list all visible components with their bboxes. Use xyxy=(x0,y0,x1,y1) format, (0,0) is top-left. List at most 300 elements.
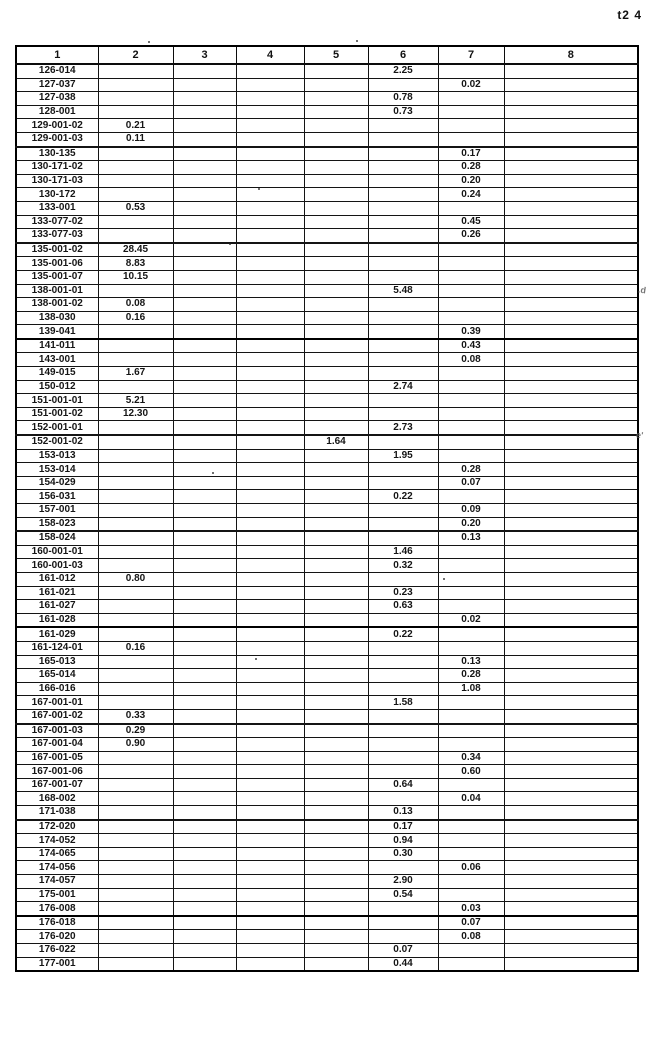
column-header: 2 xyxy=(98,46,173,64)
column-header: 3 xyxy=(173,46,236,64)
table-row xyxy=(16,641,638,655)
empty-cell xyxy=(173,92,236,106)
row-id-cell: 176-018 xyxy=(16,916,98,930)
empty-cell xyxy=(98,229,173,243)
empty-cell xyxy=(236,367,304,381)
empty-cell xyxy=(504,517,638,531)
empty-cell xyxy=(504,847,638,861)
empty-cell xyxy=(173,517,236,531)
empty-cell xyxy=(304,215,368,229)
empty-cell xyxy=(368,394,438,408)
value-cell: 0.07 xyxy=(368,944,438,958)
empty-cell xyxy=(236,64,304,78)
empty-cell xyxy=(173,709,236,723)
row-id-cell: 152-001-01 xyxy=(16,421,98,435)
empty-cell xyxy=(98,778,173,792)
row-id-cell: 177-001 xyxy=(16,957,98,971)
empty-cell xyxy=(438,600,504,614)
empty-cell xyxy=(304,641,368,655)
empty-cell xyxy=(173,201,236,215)
empty-cell xyxy=(173,559,236,573)
empty-cell xyxy=(98,449,173,463)
empty-cell xyxy=(173,545,236,559)
empty-cell xyxy=(173,270,236,284)
empty-cell xyxy=(304,284,368,298)
empty-cell xyxy=(304,353,368,367)
table-row xyxy=(16,243,638,257)
empty-cell xyxy=(504,92,638,106)
empty-cell xyxy=(304,916,368,930)
empty-cell xyxy=(438,738,504,752)
table-row xyxy=(16,449,638,463)
empty-cell xyxy=(236,161,304,175)
value-cell: 0.11 xyxy=(98,132,173,146)
empty-cell xyxy=(173,174,236,188)
empty-cell xyxy=(98,586,173,600)
empty-cell xyxy=(173,682,236,696)
empty-cell xyxy=(173,944,236,958)
empty-cell xyxy=(438,64,504,78)
empty-cell xyxy=(98,820,173,834)
empty-cell xyxy=(98,559,173,573)
empty-cell xyxy=(504,463,638,477)
empty-cell xyxy=(98,847,173,861)
empty-cell xyxy=(504,243,638,257)
row-id-cell: 156-031 xyxy=(16,490,98,504)
empty-cell xyxy=(173,490,236,504)
empty-cell xyxy=(438,559,504,573)
empty-cell xyxy=(304,92,368,106)
table-row xyxy=(16,147,638,161)
value-cell: 0.73 xyxy=(368,105,438,119)
empty-cell xyxy=(368,257,438,271)
empty-cell xyxy=(236,916,304,930)
empty-cell xyxy=(438,490,504,504)
table-row xyxy=(16,270,638,284)
row-id-cell: 133-077-03 xyxy=(16,229,98,243)
empty-cell xyxy=(504,572,638,586)
empty-cell xyxy=(304,682,368,696)
empty-cell xyxy=(304,490,368,504)
row-id-cell: 165-013 xyxy=(16,655,98,669)
row-id-cell: 150-012 xyxy=(16,380,98,394)
value-cell: 0.21 xyxy=(98,119,173,133)
value-cell: 0.28 xyxy=(438,161,504,175)
empty-cell xyxy=(368,188,438,202)
empty-cell xyxy=(304,64,368,78)
table-row xyxy=(16,902,638,916)
empty-cell xyxy=(504,105,638,119)
empty-cell xyxy=(504,504,638,518)
empty-cell xyxy=(304,586,368,600)
empty-cell xyxy=(304,806,368,820)
row-id-cell: 161-028 xyxy=(16,613,98,627)
scan-speckle xyxy=(356,40,358,42)
empty-cell xyxy=(504,669,638,683)
empty-cell xyxy=(98,765,173,779)
value-cell: 28.45 xyxy=(98,243,173,257)
empty-cell xyxy=(236,778,304,792)
row-id-cell: 138-001-01 xyxy=(16,284,98,298)
empty-cell xyxy=(236,545,304,559)
empty-cell xyxy=(504,888,638,902)
empty-cell xyxy=(304,738,368,752)
table-row xyxy=(16,888,638,902)
empty-cell xyxy=(368,572,438,586)
table-row xyxy=(16,132,638,146)
empty-cell xyxy=(173,504,236,518)
empty-cell xyxy=(304,421,368,435)
empty-cell xyxy=(368,78,438,92)
row-id-cell: 160-001-03 xyxy=(16,559,98,573)
value-cell: 5.21 xyxy=(98,394,173,408)
empty-cell xyxy=(98,92,173,106)
empty-cell xyxy=(304,709,368,723)
empty-cell xyxy=(236,174,304,188)
value-cell: 0.08 xyxy=(438,353,504,367)
row-id-cell: 138-030 xyxy=(16,311,98,325)
empty-cell xyxy=(173,257,236,271)
empty-cell xyxy=(236,738,304,752)
empty-cell xyxy=(236,284,304,298)
empty-cell xyxy=(173,229,236,243)
row-id-cell: 130-172 xyxy=(16,188,98,202)
empty-cell xyxy=(368,476,438,490)
empty-cell xyxy=(504,339,638,353)
empty-cell xyxy=(368,339,438,353)
empty-cell xyxy=(504,751,638,765)
empty-cell xyxy=(304,394,368,408)
empty-cell xyxy=(98,380,173,394)
empty-cell xyxy=(236,298,304,312)
value-cell: 0.16 xyxy=(98,311,173,325)
value-cell: 0.02 xyxy=(438,78,504,92)
row-id-cell: 152-001-02 xyxy=(16,435,98,449)
value-cell: 0.28 xyxy=(438,669,504,683)
empty-cell xyxy=(304,174,368,188)
row-id-cell: 174-052 xyxy=(16,834,98,848)
value-cell: 0.60 xyxy=(438,765,504,779)
empty-cell xyxy=(368,174,438,188)
empty-cell xyxy=(236,215,304,229)
empty-cell xyxy=(236,600,304,614)
empty-cell xyxy=(438,834,504,848)
empty-cell xyxy=(304,367,368,381)
row-id-cell: 167-001-07 xyxy=(16,778,98,792)
empty-cell xyxy=(236,394,304,408)
table-row xyxy=(16,490,638,504)
row-id-cell: 174-057 xyxy=(16,875,98,889)
empty-cell xyxy=(304,476,368,490)
empty-cell xyxy=(368,765,438,779)
table-row xyxy=(16,613,638,627)
empty-cell xyxy=(98,174,173,188)
table-row xyxy=(16,572,638,586)
empty-cell xyxy=(236,325,304,339)
empty-cell xyxy=(236,682,304,696)
empty-cell xyxy=(236,888,304,902)
empty-cell xyxy=(368,353,438,367)
empty-cell xyxy=(173,435,236,449)
empty-cell xyxy=(368,682,438,696)
empty-cell xyxy=(504,449,638,463)
empty-cell xyxy=(304,449,368,463)
empty-cell xyxy=(236,463,304,477)
table-row xyxy=(16,463,638,477)
empty-cell xyxy=(438,572,504,586)
empty-cell xyxy=(368,751,438,765)
table-row xyxy=(16,930,638,944)
row-id-cell: 161-021 xyxy=(16,586,98,600)
empty-cell xyxy=(304,613,368,627)
empty-cell xyxy=(173,957,236,971)
value-cell: 10.15 xyxy=(98,270,173,284)
row-id-cell: 153-013 xyxy=(16,449,98,463)
empty-cell xyxy=(236,78,304,92)
empty-cell xyxy=(98,751,173,765)
empty-cell xyxy=(98,78,173,92)
empty-cell xyxy=(504,655,638,669)
empty-cell xyxy=(368,147,438,161)
empty-cell xyxy=(304,559,368,573)
row-id-cell: 171-038 xyxy=(16,806,98,820)
value-cell: 1.58 xyxy=(368,696,438,710)
value-cell: 0.20 xyxy=(438,517,504,531)
empty-cell xyxy=(236,613,304,627)
empty-cell xyxy=(98,325,173,339)
empty-cell xyxy=(304,147,368,161)
empty-cell xyxy=(236,847,304,861)
empty-cell xyxy=(304,325,368,339)
empty-cell xyxy=(368,367,438,381)
row-id-cell: 135-001-06 xyxy=(16,257,98,271)
value-cell: 0.64 xyxy=(368,778,438,792)
column-header: 6 xyxy=(368,46,438,64)
value-cell: 0.03 xyxy=(438,902,504,916)
empty-cell xyxy=(504,229,638,243)
value-cell: 0.63 xyxy=(368,600,438,614)
value-cell: 0.02 xyxy=(438,613,504,627)
table-row xyxy=(16,751,638,765)
table-row xyxy=(16,161,638,175)
row-id-cell: 176-022 xyxy=(16,944,98,958)
empty-cell xyxy=(368,724,438,738)
empty-cell xyxy=(504,545,638,559)
empty-cell xyxy=(173,188,236,202)
empty-cell xyxy=(173,641,236,655)
table-row xyxy=(16,435,638,449)
empty-cell xyxy=(304,132,368,146)
value-cell: 2.90 xyxy=(368,875,438,889)
table-row xyxy=(16,92,638,106)
table-row xyxy=(16,311,638,325)
row-id-cell: 154-029 xyxy=(16,476,98,490)
value-cell: 0.34 xyxy=(438,751,504,765)
empty-cell xyxy=(98,902,173,916)
empty-cell xyxy=(504,421,638,435)
empty-cell xyxy=(438,394,504,408)
empty-cell xyxy=(173,147,236,161)
scan-speckle xyxy=(229,243,231,245)
row-id-cell: 135-001-07 xyxy=(16,270,98,284)
empty-cell xyxy=(98,682,173,696)
empty-cell xyxy=(438,820,504,834)
empty-cell xyxy=(98,806,173,820)
empty-cell xyxy=(304,888,368,902)
table-row xyxy=(16,669,638,683)
empty-cell xyxy=(236,902,304,916)
table-row xyxy=(16,944,638,958)
empty-cell xyxy=(236,627,304,641)
empty-cell xyxy=(236,257,304,271)
empty-cell xyxy=(368,709,438,723)
table-row xyxy=(16,201,638,215)
empty-cell xyxy=(368,531,438,545)
empty-cell xyxy=(504,682,638,696)
empty-cell xyxy=(304,201,368,215)
scan-speckle xyxy=(148,41,150,43)
empty-cell xyxy=(236,806,304,820)
empty-cell xyxy=(438,119,504,133)
row-id-cell: 167-001-01 xyxy=(16,696,98,710)
empty-cell xyxy=(438,380,504,394)
row-id-cell: 161-012 xyxy=(16,572,98,586)
empty-cell xyxy=(438,888,504,902)
empty-cell xyxy=(236,188,304,202)
value-cell: 0.13 xyxy=(368,806,438,820)
value-cell: 0.09 xyxy=(438,504,504,518)
empty-cell xyxy=(504,298,638,312)
table-row xyxy=(16,545,638,559)
empty-cell xyxy=(504,353,638,367)
empty-cell xyxy=(236,696,304,710)
empty-cell xyxy=(304,161,368,175)
value-cell: 1.46 xyxy=(368,545,438,559)
empty-cell xyxy=(304,311,368,325)
table-row xyxy=(16,517,638,531)
empty-cell xyxy=(173,613,236,627)
empty-cell xyxy=(98,339,173,353)
table-row xyxy=(16,229,638,243)
empty-cell xyxy=(304,600,368,614)
empty-cell xyxy=(504,696,638,710)
empty-cell xyxy=(98,875,173,889)
empty-cell xyxy=(98,944,173,958)
empty-cell xyxy=(368,517,438,531)
empty-cell xyxy=(438,435,504,449)
value-cell: 1.67 xyxy=(98,367,173,381)
value-cell: 0.78 xyxy=(368,92,438,106)
row-id-cell: 167-001-02 xyxy=(16,709,98,723)
empty-cell xyxy=(504,147,638,161)
empty-cell xyxy=(236,339,304,353)
table-row xyxy=(16,696,638,710)
empty-cell xyxy=(98,421,173,435)
empty-cell xyxy=(236,572,304,586)
empty-cell xyxy=(173,243,236,257)
empty-cell xyxy=(438,696,504,710)
value-cell: 0.90 xyxy=(98,738,173,752)
empty-cell xyxy=(236,586,304,600)
empty-cell xyxy=(236,751,304,765)
value-cell: 0.08 xyxy=(438,930,504,944)
empty-cell xyxy=(304,243,368,257)
table-row xyxy=(16,820,638,834)
empty-cell xyxy=(236,875,304,889)
empty-cell xyxy=(438,875,504,889)
table-row xyxy=(16,559,638,573)
value-cell: 0.17 xyxy=(438,147,504,161)
empty-cell xyxy=(236,490,304,504)
empty-cell xyxy=(173,463,236,477)
row-id-cell: 158-024 xyxy=(16,531,98,545)
empty-cell xyxy=(304,957,368,971)
empty-cell xyxy=(368,504,438,518)
empty-cell xyxy=(236,765,304,779)
empty-cell xyxy=(173,572,236,586)
empty-cell xyxy=(236,930,304,944)
empty-cell xyxy=(236,105,304,119)
table-row xyxy=(16,105,638,119)
empty-cell xyxy=(173,738,236,752)
table-row xyxy=(16,834,638,848)
table-row xyxy=(16,339,638,353)
empty-cell xyxy=(98,930,173,944)
value-cell: 0.26 xyxy=(438,229,504,243)
empty-cell xyxy=(98,792,173,806)
empty-cell xyxy=(304,270,368,284)
empty-cell xyxy=(173,765,236,779)
empty-cell xyxy=(504,407,638,421)
empty-cell xyxy=(173,339,236,353)
table-row xyxy=(16,709,638,723)
empty-cell xyxy=(236,201,304,215)
empty-cell xyxy=(504,559,638,573)
empty-cell xyxy=(368,270,438,284)
empty-cell xyxy=(236,709,304,723)
empty-cell xyxy=(98,669,173,683)
empty-cell xyxy=(98,504,173,518)
column-header: 4 xyxy=(236,46,304,64)
table-row xyxy=(16,215,638,229)
empty-cell xyxy=(438,298,504,312)
value-cell: 0.45 xyxy=(438,215,504,229)
empty-cell xyxy=(173,586,236,600)
empty-cell xyxy=(236,119,304,133)
empty-cell xyxy=(173,78,236,92)
value-cell: 0.28 xyxy=(438,463,504,477)
value-cell: 0.94 xyxy=(368,834,438,848)
row-id-cell: 157-001 xyxy=(16,504,98,518)
empty-cell xyxy=(236,504,304,518)
empty-cell xyxy=(173,902,236,916)
empty-cell xyxy=(504,902,638,916)
row-id-cell: 130-171-03 xyxy=(16,174,98,188)
table-row xyxy=(16,531,638,545)
empty-cell xyxy=(236,834,304,848)
table-row xyxy=(16,174,638,188)
empty-cell xyxy=(304,105,368,119)
value-cell: 0.07 xyxy=(438,476,504,490)
empty-cell xyxy=(368,641,438,655)
empty-cell xyxy=(304,119,368,133)
empty-cell xyxy=(504,875,638,889)
row-id-cell: 128-001 xyxy=(16,105,98,119)
table-row xyxy=(16,119,638,133)
empty-cell xyxy=(98,215,173,229)
empty-cell xyxy=(304,380,368,394)
table-row xyxy=(16,284,638,298)
